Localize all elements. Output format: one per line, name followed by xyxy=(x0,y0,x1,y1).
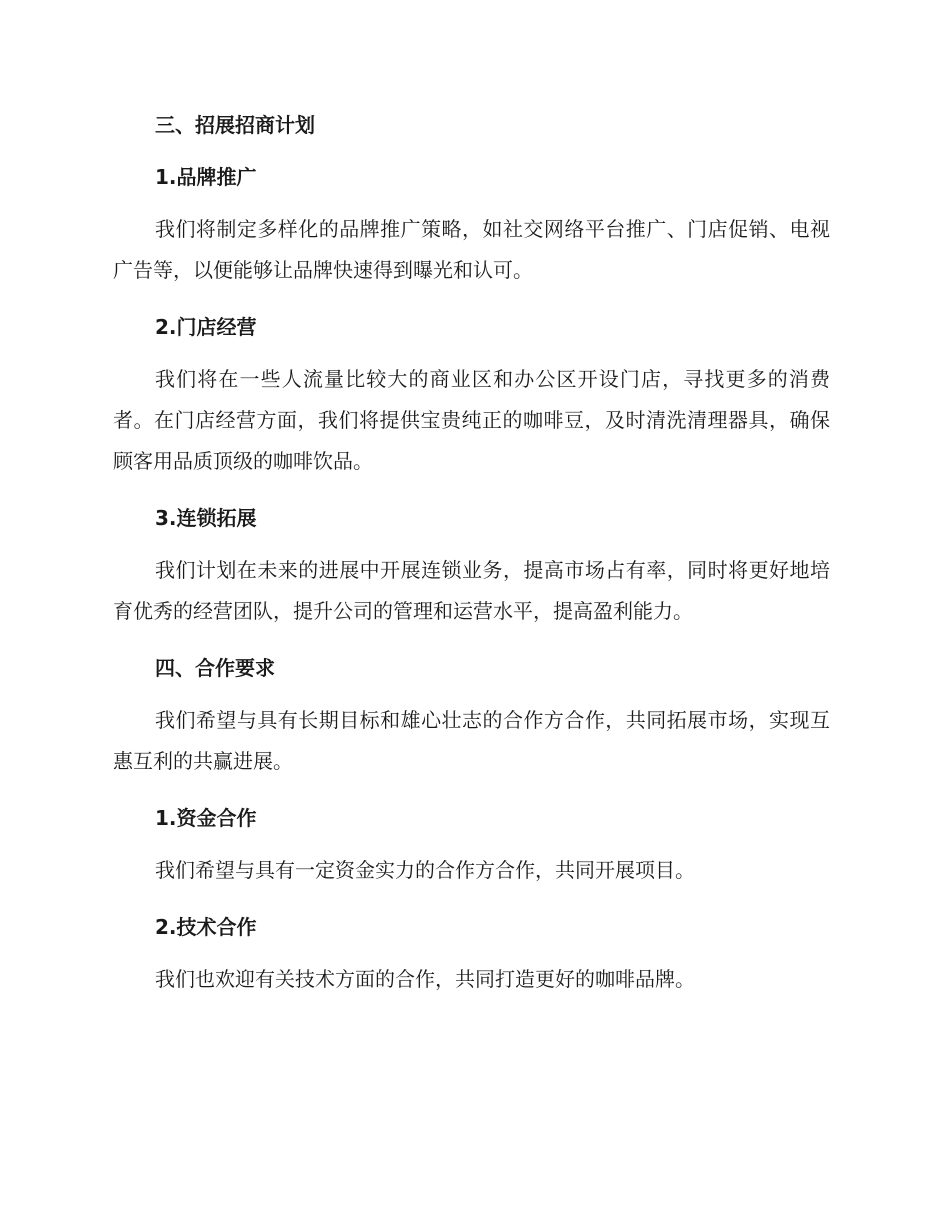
subsection-heading-brand-promotion: 1.品牌推广 xyxy=(155,165,257,189)
paragraph-capital-cooperation: 我们希望与具有一定资金实力的合作方合作，共同开展项目。 xyxy=(155,858,695,882)
paragraph-store-operation: 我们将在一些人流量比较大的商业区和办公区开设门店，寻找更多的消费者。在门店经营方面，我们将提供宝贵纯正的咖啡豆，及时清洗清理器具，确保顾客用品质顶级的咖啡饮品。 xyxy=(113,367,830,473)
subsection-heading-chain-expansion: 3.连锁拓展 xyxy=(155,506,257,530)
paragraph-technical-cooperation: 我们也欢迎有关技术方面的合作，共同打造更好的咖啡品牌。 xyxy=(155,967,695,991)
subsection-heading-store-operation: 2.门店经营 xyxy=(155,315,257,339)
subsection-heading-technical-cooperation: 2.技术合作 xyxy=(155,915,257,939)
subsection-heading-capital-cooperation: 1.资金合作 xyxy=(155,806,257,830)
paragraph-chain-expansion: 我们计划在未来的进展中开展连锁业务，提高市场占有率，同时将更好地培育优秀的经营团队，提升公司的管理和运营水平，提高盈利能力。 xyxy=(113,558,830,623)
section-4-title: 四、合作要求 xyxy=(155,656,275,680)
paragraph-brand-promotion: 我们将制定多样化的品牌推广策略，如社交网络平台推广、门店促销、电视广告等，以便能够让品牌快速得到曝光和认可。 xyxy=(113,217,830,282)
section-3-title: 三、招展招商计划 xyxy=(155,113,315,137)
paragraph-cooperation-intro: 我们希望与具有长期目标和雄心壮志的合作方合作，共同拓展市场，实现互惠互利的共赢进展。 xyxy=(113,708,830,773)
